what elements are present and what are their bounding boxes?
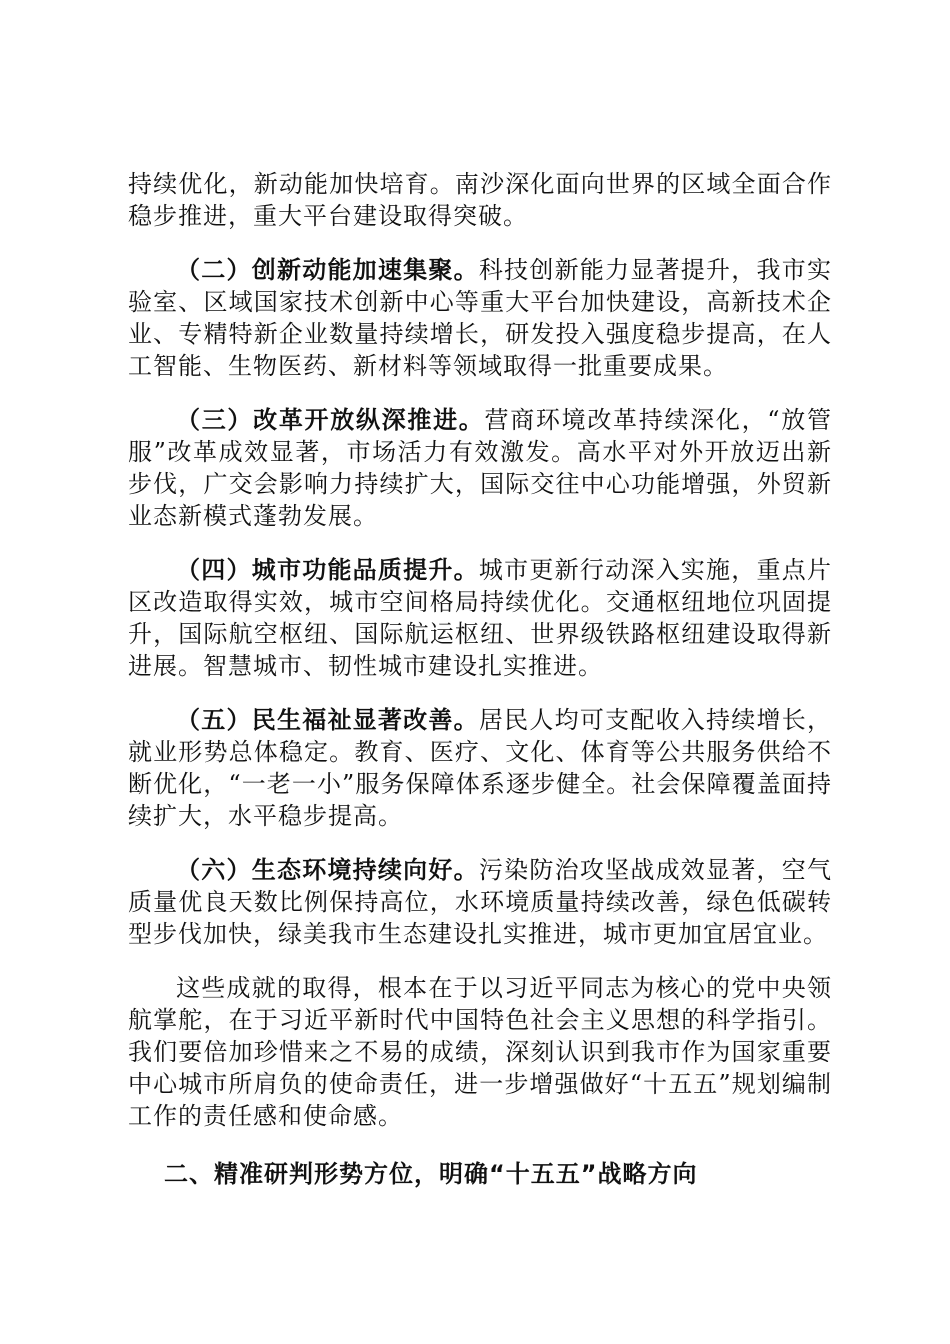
- paragraph-text: 这些成就的取得，根本在于以习近平同志为核心的党中央领航掌舵，在于习近平新时代中国特色社会主义思想的科学指引。我们要倍加珍惜来之不易的成绩，深刻认识到我市作为国家重要中心城市所肩负的使命责任，进一步增强做好“十五五”规划编制工作的责任感和使命感。: [128, 974, 832, 1130]
- body-paragraph: [128, 554, 832, 682]
- document-body: [128, 168, 832, 1190]
- paragraph-lead: （二）创新动能加速集聚。: [176, 256, 479, 284]
- body-paragraph: [128, 704, 832, 832]
- paragraph-text: 科技创新能力显著提升，我市实验室、区域国家技术创新中心等重大平台加快建设，高新技术企业、专精特新企业数量持续增长，研发投入强度稳步提高，在人工智能、生物医药、新材料等领域取得一批重要成果。: [128, 256, 833, 380]
- body-paragraph: [128, 404, 832, 532]
- paragraph-lead: （六）生态环境持续向好。: [176, 856, 479, 884]
- paragraph-lead: （五）民生福祉显著改善。: [176, 706, 479, 734]
- paragraph-text: 居民人均可支配收入持续增长，就业形势总体稳定。教育、医疗、文化、体育等公共服务供给不断优化，“一老一小”服务保障体系逐步健全。社会保障覆盖面持续扩大，水平稳步提高。: [128, 706, 833, 830]
- paragraph-text: 城市更新行动深入实施，重点片区改造取得实效，城市空间格局持续优化。交通枢纽地位巩固提升，国际航空枢纽、国际航运枢纽、世界级铁路枢纽建设取得新进展。智慧城市、韧性城市建设扎实推进。: [128, 556, 833, 680]
- paragraph-lead: （三）改革开放纵深推进。: [176, 406, 485, 434]
- paragraph-text: 持续优化，新动能加快培育。南沙深化面向世界的区域全面合作稳步推进，重大平台建设取得突破。: [128, 170, 832, 230]
- body-paragraph: [128, 168, 832, 232]
- paragraph-lead: （四）城市功能品质提升。: [176, 556, 479, 584]
- paragraph-text: 污染防治攻坚战成效显著，空气质量优良天数比例保持高位，水环境质量持续改善，绿色低碳转型步伐加快，绿美我市生态建设扎实推进，城市更加宜居宜业。: [128, 856, 833, 948]
- body-paragraph: [128, 972, 832, 1132]
- body-paragraph: [128, 854, 832, 950]
- paragraph-text: 营商环境改革持续深化，“放管服”改革成效显著，市场活力有效激发。高水平对外开放迈出新步伐，广交会影响力持续扩大，国际交往中心功能增强，外贸新业态新模式蓬勃发展。: [128, 406, 832, 530]
- body-paragraph: [128, 254, 832, 382]
- section-heading: 二、精准研判形势方位，明确“十五五”战略方向: [164, 1160, 698, 1188]
